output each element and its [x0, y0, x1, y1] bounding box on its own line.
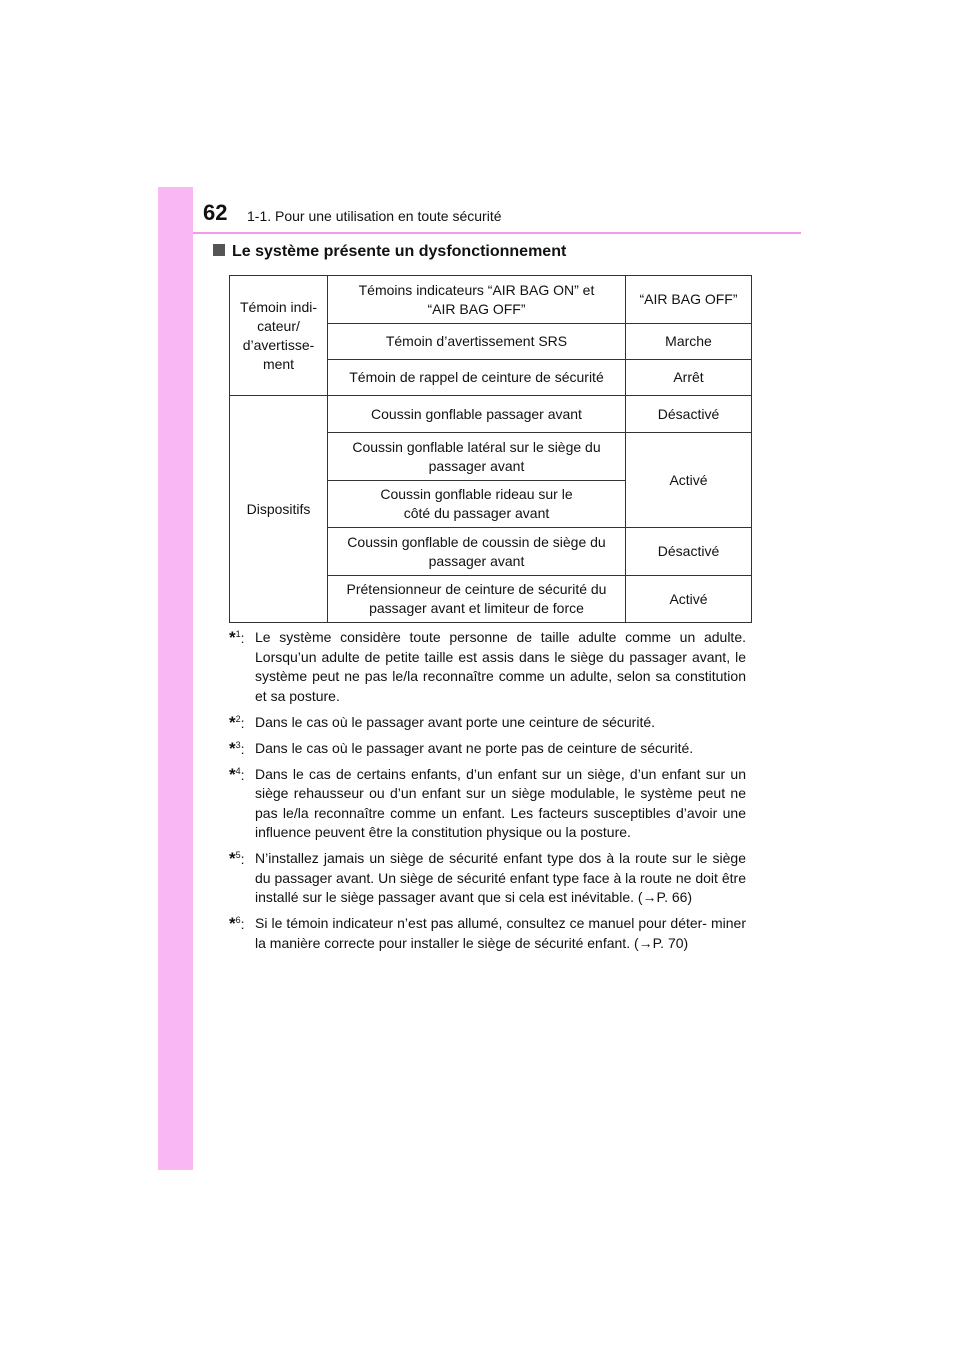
side-airbag-cell: Coussin gonflable latéral sur le siège du passager avant: [328, 433, 626, 481]
srs-warning-value-cell: Marche: [626, 324, 752, 360]
indicators-value-cell: “AIR BAG OFF”: [626, 276, 752, 324]
devices-header-cell: Dispositifs: [230, 396, 328, 623]
footnote-text: Le système considère toute personne de taille adulte comme un adulte. Lorsqu’un adulte de petite taille est assis dans le siège du passager avant, le système peut ne pas le/la reconnaître comme un adulte, selon sa constitution et sa posture.: [255, 629, 746, 704]
footnote-number: 1: [235, 629, 241, 639]
belt-reminder-cell: Témoin de rappel de ceinture de sécurité: [328, 360, 626, 396]
footnote-item: *$^2$: Dans le cas où le passager avant porte une ceinture de sécurité.: [229, 712, 656, 732]
footnote-text: Dans le cas où le passager avant porte une ceinture de sécurité.: [255, 713, 656, 730]
section-title-text: Le système présente un dysfonctionnement: [232, 243, 567, 260]
footnotes: [229, 628, 746, 960]
footnote-number: 3: [235, 739, 241, 750]
pretensioner-cell: Prétensionneur de ceinture de sécurité du passager avant et limiteur de force: [328, 576, 626, 623]
square-bullet-icon: [213, 244, 225, 256]
belt-reminder-value-cell: Arrêt: [626, 360, 752, 396]
footnote-number: 4: [235, 765, 241, 776]
curtain-airbag-cell: Coussin gonflable rideau sur le côté du passager avant: [328, 481, 626, 528]
indicator-header-cell: Témoin indi- cateur/ d’avertisse- ment: [230, 276, 328, 396]
footnote-number: 6: [235, 915, 241, 925]
seat-cushion-value-cell: Désactivé: [626, 528, 752, 576]
footnote-number: 5: [235, 850, 241, 860]
section-title: [213, 243, 566, 261]
footnote-text: Dans le cas où le passager avant ne porte pas de ceinture de sécurité.: [255, 739, 694, 756]
page-number: 62: [203, 200, 228, 225]
footnote-number: 2: [235, 713, 241, 724]
srs-warning-cell: Témoin d’avertissement SRS: [328, 324, 626, 360]
footnote-item: *$^3$: Dans le cas où le passager avant ne porte pas de ceinture de sécurité.: [229, 738, 694, 758]
footnote-item: *$^6$: Si le témoin indicateur n’est pas allumé, consultez ce manuel pour déter- miner la manière correcte pour installer le siège de sécurité enfant. (→P. 70): [229, 914, 746, 951]
footnote-text: Dans le cas de certains enfants, d’un enfant sur un siège, d’un enfant sur un siège rehausseur ou d’un enfant sur un siège modulable, le système peut ne pas le/la reconnaître comme un enfant. Les facteurs susceptibles d’avoir une influence peuvent être la constitution physique ou la posture.: [255, 765, 746, 840]
side-curtain-value-cell: Activé: [626, 433, 752, 528]
front-airbag-value-cell: Désactivé: [626, 396, 752, 433]
running-head: 1-1. Pour une utilisation en toute sécurité: [247, 208, 502, 224]
footnote-text: N’installez jamais un siège de sécurité enfant type dos à la route sur le siège du passager avant. Un siège de sécurité enfant type face à la route ne doit être installé sur le siège passager avant que si cela est inévitable. (→P. 66): [255, 850, 746, 905]
footnote-item: *$^5$: N’installez jamais un siège de sécurité enfant type dos à la route sur le siège du passager avant. Un siège de sécurité enfant type face à la route ne doit être installé sur le siège passager avant que si cela est inévitable. (→P. 66): [229, 849, 746, 905]
side-tab-band: [158, 187, 193, 1170]
footnote-item: *$^4$: Dans le cas de certains enfants, d’un enfant sur un siège, d’un enfant sur un siège rehausseur ou d’un enfant sur un siège modulable, le système peut ne pas le/la reconnaître comme un enfant. Les facteurs susceptibles d’avoir une influence peuvent être la constitution physique ou la posture.: [229, 764, 746, 840]
seat-cushion-airbag-cell: Coussin gonflable de coussin de siège du passager avant: [328, 528, 626, 576]
pretensioner-value-cell: Activé: [626, 576, 752, 623]
footnote-item: *$^1$: Le système considère toute personne de taille adulte comme un adulte. Lorsqu’un adulte de petite taille est assis dans le siège du passager avant, le système peut ne pas le/la reconnaître comme un adulte, selon sa constitution et sa posture.: [229, 628, 746, 704]
status-table: [229, 275, 752, 623]
front-airbag-cell: Coussin gonflable passager avant: [328, 396, 626, 433]
indicators-cell: Témoins indicateurs “AIR BAG ON” et “AIR BAG OFF”: [328, 276, 626, 324]
header-rule: [193, 232, 801, 234]
footnote-text: Si le témoin indicateur n’est pas allumé, consultez ce manuel pour déter- miner la manière correcte pour installer le siège de sécurité enfant. (→P. 70): [255, 915, 746, 951]
